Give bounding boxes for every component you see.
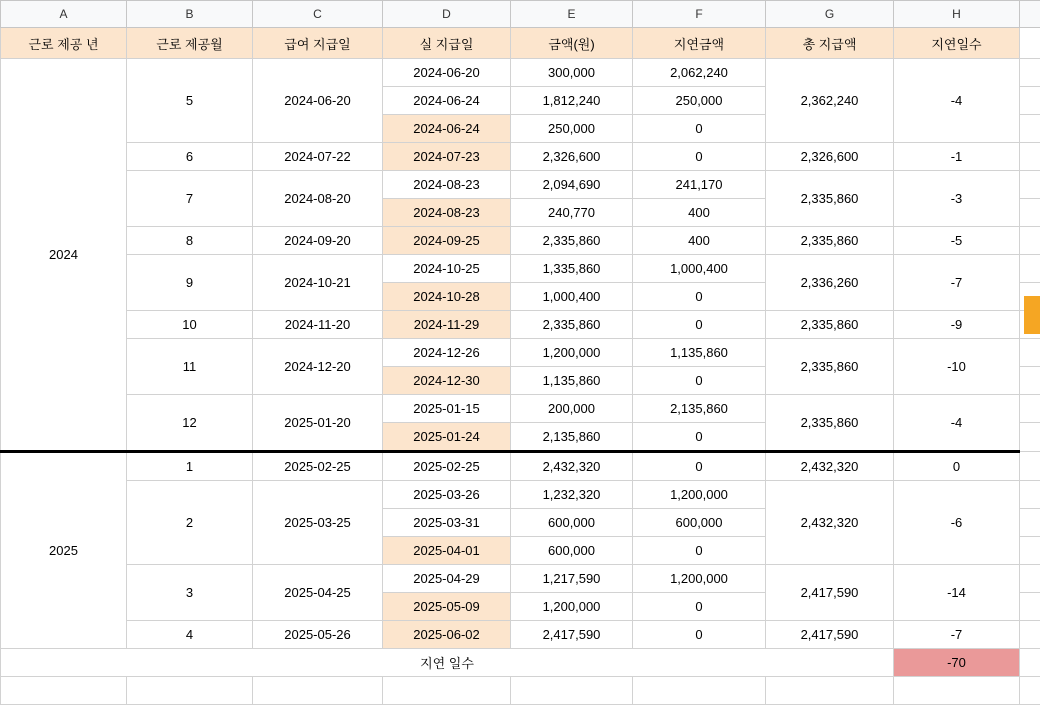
row-overflow-cell[interactable] [1020,509,1040,537]
row-overflow-cell[interactable] [1020,339,1040,367]
cell-pay-date[interactable]: 2024-07-22 [253,143,383,171]
cell-amount[interactable]: 250,000 [511,115,633,143]
cell-actual-date[interactable]: 2025-01-24 [383,423,511,452]
table-header-row [1,28,1040,59]
cell-actual-date[interactable]: 2024-08-23 [383,199,511,227]
cell-pay-date[interactable]: 2024-10-21 [253,255,383,311]
cell-amount[interactable]: 2,326,600 [511,143,633,171]
cell-delay-days[interactable]: -10 [894,339,1020,395]
cell-actual-date[interactable]: 2025-03-31 [383,509,511,537]
cell-actual-date[interactable]: 2025-04-01 [383,537,511,565]
row-overflow-cell[interactable] [1020,28,1040,59]
header-amount[interactable]: 금액(원) [511,28,633,59]
cell-amount[interactable]: 300,000 [511,59,633,87]
cell-total[interactable]: 2,362,240 [766,59,894,143]
cell-delay-days[interactable]: -5 [894,227,1020,255]
cell-delay-days[interactable]: -6 [894,481,1020,565]
header-pay-date[interactable]: 급여 지급일 [253,28,383,59]
blank-cell[interactable] [127,677,253,705]
cell-month[interactable]: 9 [127,255,253,311]
table-row[interactable] [1,339,1040,367]
column-header-overflow [1020,1,1040,28]
cell-actual-date[interactable]: 2024-12-30 [383,367,511,395]
cell-actual-date[interactable]: 2024-12-26 [383,339,511,367]
cell-amount[interactable]: 2,432,320 [511,452,633,481]
row-overflow-cell[interactable] [1020,649,1040,677]
cell-delayed-amount[interactable]: 0 [633,621,766,649]
cell-actual-date[interactable]: 2025-05-09 [383,593,511,621]
column-header-f[interactable]: F [633,1,766,28]
cell-actual-date[interactable]: 2024-06-24 [383,115,511,143]
row-overflow-cell[interactable] [1020,199,1040,227]
cell-delay-days[interactable]: 0 [894,452,1020,481]
cell-actual-date[interactable]: 2024-10-25 [383,255,511,283]
cell-actual-date[interactable]: 2024-08-23 [383,171,511,199]
cell-amount[interactable]: 600,000 [511,537,633,565]
row-overflow-cell[interactable] [1020,227,1040,255]
table-row[interactable] [1,227,1040,255]
cell-actual-date[interactable]: 2024-10-28 [383,283,511,311]
cell-amount[interactable]: 1,000,400 [511,283,633,311]
column-header-d[interactable]: D [383,1,511,28]
row-overflow-cell[interactable] [1020,593,1040,621]
cell-pay-date[interactable]: 2025-01-20 [253,395,383,452]
table-row[interactable] [1,255,1040,283]
cell-month[interactable]: 5 [127,59,253,143]
cell-year[interactable]: 2025 [1,452,127,649]
blank-cell[interactable] [253,677,383,705]
cell-amount[interactable]: 1,232,320 [511,481,633,509]
cell-amount[interactable]: 600,000 [511,509,633,537]
cell-month[interactable]: 4 [127,621,253,649]
blank-row[interactable] [1,677,1040,705]
cell-actual-date[interactable]: 2025-02-25 [383,452,511,481]
footer-row[interactable] [1,649,1040,677]
row-overflow-cell[interactable] [1020,621,1040,649]
cell-total[interactable]: 2,335,860 [766,171,894,227]
blank-cell[interactable] [511,677,633,705]
cell-month[interactable]: 2 [127,481,253,565]
table-row[interactable] [1,565,1040,593]
cell-month[interactable]: 8 [127,227,253,255]
cell-delayed-amount[interactable]: 250,000 [633,87,766,115]
row-overflow-cell[interactable] [1020,395,1040,423]
cell-amount[interactable]: 2,335,860 [511,311,633,339]
row-overflow-cell[interactable] [1020,255,1040,283]
table-row[interactable] [1,311,1040,339]
cell-delay-days[interactable]: -4 [894,59,1020,143]
row-overflow-cell[interactable] [1020,423,1040,452]
table-row[interactable] [1,59,1040,87]
cell-delayed-amount[interactable]: 241,170 [633,171,766,199]
cell-total[interactable]: 2,335,860 [766,227,894,255]
cell-delayed-amount[interactable]: 0 [633,537,766,565]
cell-actual-date[interactable]: 2025-01-15 [383,395,511,423]
cell-year[interactable]: 2024 [1,59,127,452]
cell-pay-date[interactable]: 2024-08-20 [253,171,383,227]
cell-actual-date[interactable]: 2024-06-20 [383,59,511,87]
row-overflow-cell[interactable] [1020,115,1040,143]
header-delay-days[interactable]: 지연일수 [894,28,1020,59]
cell-total[interactable]: 2,335,860 [766,339,894,395]
header-month[interactable]: 근로 제공월 [127,28,253,59]
row-overflow-cell[interactable] [1020,59,1040,87]
cell-amount[interactable]: 2,135,860 [511,423,633,452]
cell-delay-days[interactable]: -9 [894,311,1020,339]
cell-delay-days[interactable]: -1 [894,143,1020,171]
blank-cell[interactable] [633,677,766,705]
blank-cell[interactable] [1020,677,1040,705]
header-delayed-amount[interactable]: 지연금액 [633,28,766,59]
blank-cell[interactable] [383,677,511,705]
table-row[interactable] [1,143,1040,171]
footer-label[interactable]: 지연 일수 [1,649,894,677]
cell-delay-days[interactable]: -3 [894,171,1020,227]
column-header-c[interactable]: C [253,1,383,28]
cell-amount[interactable]: 1,200,000 [511,339,633,367]
cell-delayed-amount[interactable]: 0 [633,143,766,171]
cell-amount[interactable]: 2,417,590 [511,621,633,649]
row-overflow-cell[interactable] [1020,87,1040,115]
cell-total[interactable]: 2,326,600 [766,143,894,171]
cell-month[interactable]: 6 [127,143,253,171]
blank-cell[interactable] [894,677,1020,705]
cell-amount[interactable]: 2,335,860 [511,227,633,255]
table-row[interactable] [1,171,1040,199]
row-overflow-cell[interactable] [1020,143,1040,171]
blank-cell[interactable] [766,677,894,705]
row-overflow-cell[interactable] [1020,481,1040,509]
table-row[interactable] [1,621,1040,649]
table-row[interactable] [1,481,1040,509]
cell-amount[interactable]: 1,200,000 [511,593,633,621]
header-year[interactable]: 근로 제공 년 [1,28,127,59]
cell-pay-date[interactable]: 2025-03-25 [253,481,383,565]
cell-month[interactable]: 11 [127,339,253,395]
cell-delayed-amount[interactable]: 0 [633,367,766,395]
cell-pay-date[interactable]: 2024-12-20 [253,339,383,395]
cell-total[interactable]: 2,335,860 [766,395,894,452]
cell-pay-date[interactable]: 2025-02-25 [253,452,383,481]
table-row[interactable] [1,395,1040,423]
cell-amount[interactable]: 200,000 [511,395,633,423]
cell-delayed-amount[interactable]: 2,062,240 [633,59,766,87]
cell-delayed-amount[interactable]: 0 [633,115,766,143]
cell-delayed-amount[interactable]: 0 [633,283,766,311]
footer-total-value[interactable]: -70 [894,649,1020,677]
column-header-e[interactable]: E [511,1,633,28]
cell-amount[interactable]: 1,335,860 [511,255,633,283]
cell-delayed-amount[interactable]: 600,000 [633,509,766,537]
cell-actual-date[interactable]: 2024-06-24 [383,87,511,115]
cell-total[interactable]: 2,336,260 [766,255,894,311]
cell-actual-date[interactable]: 2024-09-25 [383,227,511,255]
row-overflow-cell[interactable] [1020,565,1040,593]
cell-delayed-amount[interactable]: 400 [633,199,766,227]
cell-pay-date[interactable]: 2025-04-25 [253,565,383,621]
cell-delayed-amount[interactable]: 400 [633,227,766,255]
cell-amount[interactable]: 1,135,860 [511,367,633,395]
cell-total[interactable]: 2,432,320 [766,452,894,481]
cell-amount[interactable]: 2,094,690 [511,171,633,199]
cell-delayed-amount[interactable]: 1,200,000 [633,565,766,593]
cell-month[interactable]: 12 [127,395,253,452]
cell-total[interactable]: 2,432,320 [766,481,894,565]
cell-pay-date[interactable]: 2024-06-20 [253,59,383,143]
column-header-row [1,1,1040,28]
cell-delayed-amount[interactable]: 0 [633,452,766,481]
cell-actual-date[interactable]: 2025-03-26 [383,481,511,509]
cell-delayed-amount[interactable]: 1,135,860 [633,339,766,367]
row-overflow-cell[interactable] [1020,452,1040,481]
cell-month[interactable]: 10 [127,311,253,339]
cell-delayed-amount[interactable]: 0 [633,311,766,339]
cell-amount[interactable]: 1,217,590 [511,565,633,593]
row-overflow-cell[interactable] [1020,171,1040,199]
column-header-h[interactable]: H [894,1,1020,28]
cell-delay-days[interactable]: -7 [894,621,1020,649]
cell-actual-date[interactable]: 2025-04-29 [383,565,511,593]
cell-delayed-amount[interactable]: 1,200,000 [633,481,766,509]
cell-delay-days[interactable]: -14 [894,565,1020,621]
row-overflow-cell[interactable] [1020,537,1040,565]
table-row[interactable] [1,452,1040,481]
cell-amount[interactable]: 240,770 [511,199,633,227]
cell-total[interactable]: 2,417,590 [766,621,894,649]
cell-delayed-amount[interactable]: 1,000,400 [633,255,766,283]
cell-pay-date[interactable]: 2024-11-20 [253,311,383,339]
cell-month[interactable]: 3 [127,565,253,621]
column-header-g[interactable]: G [766,1,894,28]
header-actual-date[interactable]: 실 지급일 [383,28,511,59]
cell-total[interactable]: 2,417,590 [766,565,894,621]
cell-delay-days[interactable]: -7 [894,255,1020,311]
column-header-b[interactable]: B [127,1,253,28]
blank-cell[interactable] [1,677,127,705]
header-total[interactable]: 총 지급액 [766,28,894,59]
cell-month[interactable]: 1 [127,452,253,481]
cell-delay-days[interactable]: -4 [894,395,1020,452]
cell-month[interactable]: 7 [127,171,253,227]
cell-actual-date[interactable]: 2024-07-23 [383,143,511,171]
column-header-a[interactable]: A [1,1,127,28]
cell-delayed-amount[interactable]: 2,135,860 [633,395,766,423]
cell-amount[interactable]: 1,812,240 [511,87,633,115]
row-overflow-cell[interactable] [1020,367,1040,395]
cell-total[interactable]: 2,335,860 [766,311,894,339]
cell-pay-date[interactable]: 2025-05-26 [253,621,383,649]
cell-actual-date[interactable]: 2025-06-02 [383,621,511,649]
cell-delayed-amount[interactable]: 0 [633,593,766,621]
right-edge-selection-marker [1024,296,1040,334]
cell-delayed-amount[interactable]: 0 [633,423,766,452]
cell-pay-date[interactable]: 2024-09-20 [253,227,383,255]
cell-actual-date[interactable]: 2024-11-29 [383,311,511,339]
